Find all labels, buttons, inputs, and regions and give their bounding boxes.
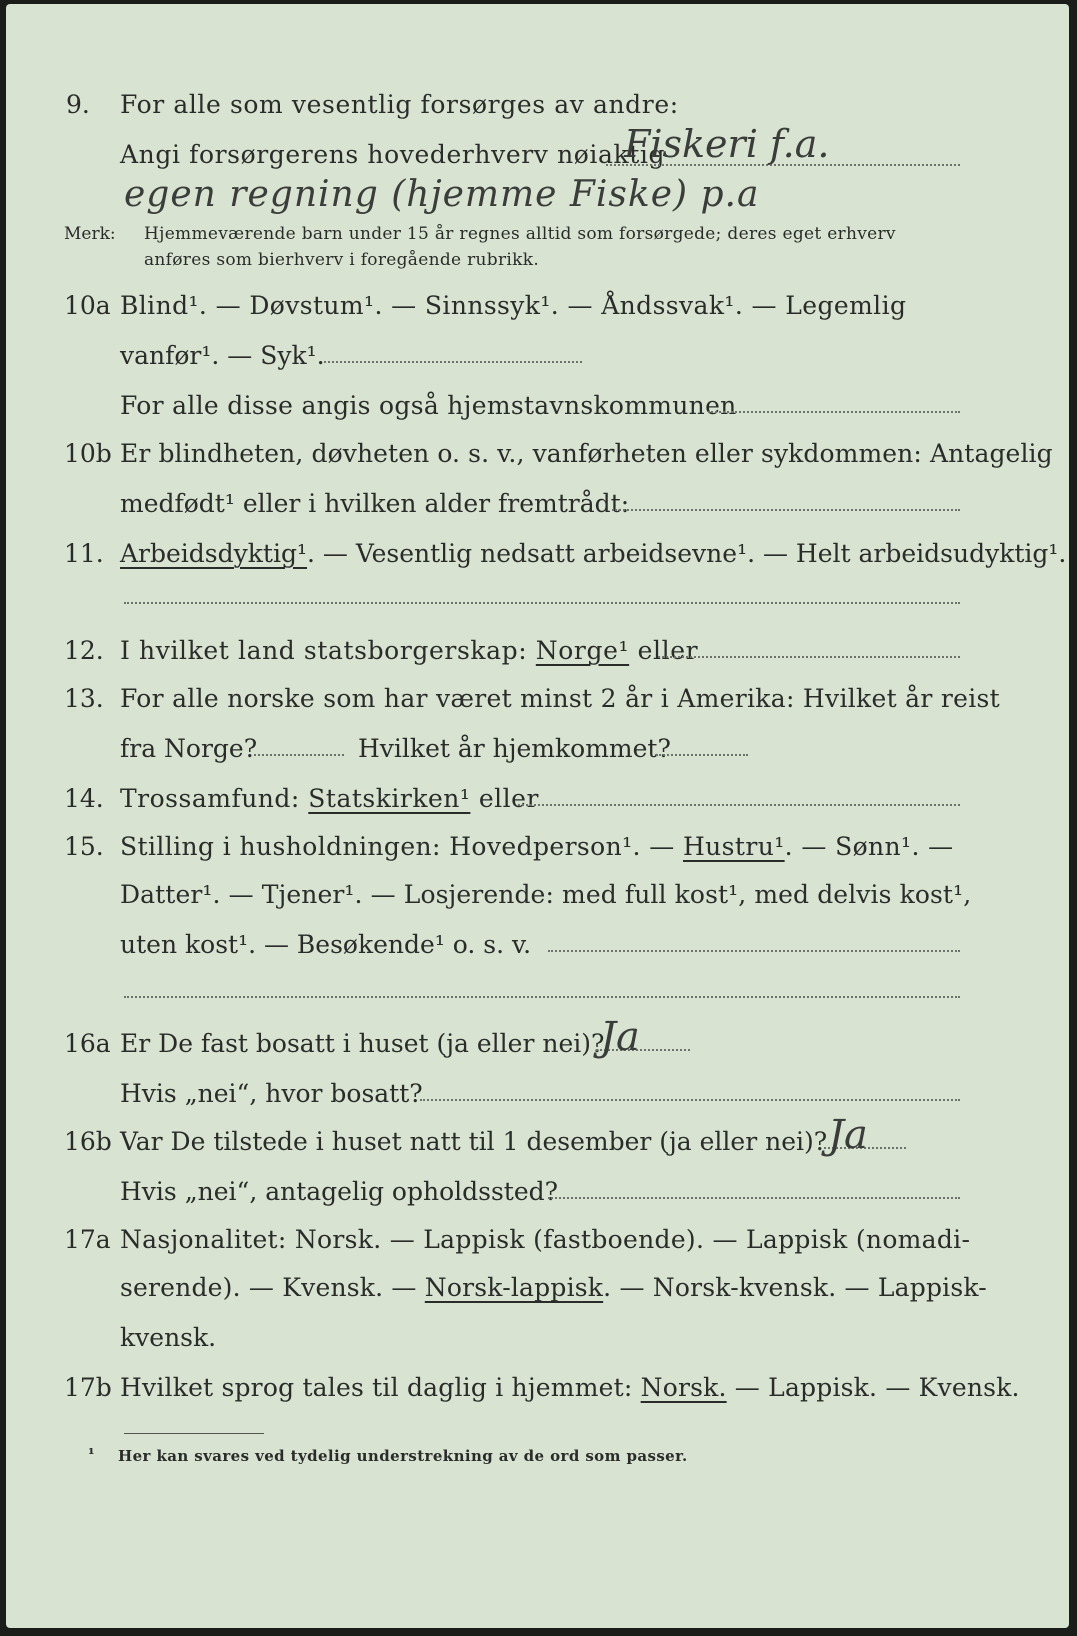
q14-answer-line xyxy=(518,804,960,806)
footnote-rule xyxy=(124,1433,264,1434)
q12-answer-line xyxy=(658,656,960,658)
q16a-number: 16a xyxy=(64,1029,111,1058)
q16a-line1: Er De fast bosatt i huset (ja eller nei)? xyxy=(120,1029,605,1058)
q16a-bosatt-line xyxy=(420,1099,960,1101)
q15-line1 xyxy=(120,832,954,862)
q14-line xyxy=(120,784,539,814)
q13-line2b: Hvilket år hjemkommet? xyxy=(358,734,671,763)
q12-line xyxy=(120,636,698,666)
q9-line2: Angi forsørgerens hovederhverv nøiaktig xyxy=(120,140,666,169)
q9-number: 9. xyxy=(66,90,90,119)
footnote-mark: ¹ xyxy=(88,1445,95,1463)
q14-selected-option: Statskirken¹ xyxy=(308,784,471,813)
q10a-line3-answer xyxy=(708,411,960,413)
q17b-line xyxy=(120,1373,1020,1403)
q15-line2: Datter¹. — Tjener¹. — Losjerende: med full kost¹, med delvis kost¹, xyxy=(120,880,972,909)
q13-line2a: fra Norge? xyxy=(120,734,258,763)
q17a-line2-end: . — Norsk-kvensk. — Lappisk- xyxy=(603,1273,987,1302)
q16b-answer: Ja xyxy=(828,1112,868,1158)
q9-handwriting-1: Fiskeri f.a. xyxy=(624,122,830,166)
q9-handwriting-2: egen regning (hjemme Fiske) p.a xyxy=(124,174,760,215)
q15-selected-option: Hustru¹ xyxy=(682,832,785,861)
q17b-selected-option: Norsk. xyxy=(640,1373,727,1402)
q14-number: 14. xyxy=(64,784,104,813)
q10a-number: 10a xyxy=(64,291,111,320)
q15-number: 15. xyxy=(64,832,104,861)
q9-line1: For alle som vesentlig forsørges av andre: xyxy=(120,90,679,119)
q10b-number: 10b xyxy=(64,439,112,468)
q16a-answer: Ja xyxy=(600,1014,640,1060)
q11-answer-line xyxy=(124,602,960,604)
q14-question: Trossamfund: xyxy=(120,784,300,813)
q17a-line3: kvensk. xyxy=(120,1323,217,1352)
q15-line1-end: . — Sønn¹. — xyxy=(784,832,954,861)
q15-line1-start: Stilling i husholdningen: Hovedperson¹. — xyxy=(120,832,675,861)
q13-number: 13. xyxy=(64,684,104,713)
q10b-line1: Er blindheten, døvheten o. s. v., vanførheten eller sykdommen: Antagelig xyxy=(120,439,1053,468)
q17a-line1: Nasjonalitet: Norsk. — Lappisk (fastboende). — Lappisk (nomadi- xyxy=(120,1225,971,1254)
q17b-number: 17b xyxy=(64,1373,112,1402)
q10a-line2: vanfør¹. — Syk¹. xyxy=(120,341,325,370)
q11-line xyxy=(120,539,1066,569)
q16a-line2: Hvis „nei“, hvor bosatt? xyxy=(120,1079,423,1108)
q11-number: 11. xyxy=(64,539,104,568)
q12-question: I hvilket land statsborgerskap: xyxy=(120,636,528,665)
q17a-selected-option: Norsk-lappisk xyxy=(424,1273,604,1302)
q15-line3: uten kost¹. — Besøkende¹ o. s. v. xyxy=(120,930,532,959)
q17b-rest: — Lappisk. — Kvensk. xyxy=(734,1373,1020,1402)
q17a-number: 17a xyxy=(64,1225,111,1254)
q15-extra-line xyxy=(124,996,960,998)
q12-eller: eller xyxy=(637,636,699,665)
q13-reist-answer xyxy=(254,754,344,756)
merk-label: Merk: xyxy=(64,224,116,244)
q13-line1: For alle norske som har været minst 2 år i Amerika: Hvilket år reist xyxy=(120,684,1001,713)
q10b-answer-line xyxy=(612,509,960,511)
q16b-line2: Hvis „nei“, antagelig opholdssted? xyxy=(120,1177,559,1206)
q16b-opphold-line xyxy=(548,1197,960,1199)
q10b-line2: medfødt¹ eller i hvilken alder fremtrådt: xyxy=(120,489,630,518)
q17a-line2-start: serende). — Kvensk. — xyxy=(120,1273,417,1302)
q12-selected-option: Norge¹ xyxy=(535,636,630,665)
q11-rest: . — Vesentlig nedsatt arbeidsevne¹. — Helt arbeidsudyktig¹. xyxy=(306,539,1067,568)
q10a-line3: For alle disse angis også hjemstavnskommunen xyxy=(120,391,737,420)
q13-hjem-answer xyxy=(656,754,748,756)
q17b-question: Hvilket sprog tales til daglig i hjemmet: xyxy=(120,1373,633,1402)
q10a-answer-line xyxy=(324,361,582,363)
merk-line1: Hjemmeværende barn under 15 år regnes alltid som forsørgede; deres eget erhverv xyxy=(144,224,896,244)
q12-number: 12. xyxy=(64,636,104,665)
q17a-line2 xyxy=(120,1273,987,1303)
q16b-line1: Var De tilstede i huset natt til 1 desember (ja eller nei)? xyxy=(120,1127,828,1156)
q11-selected-option: Arbeidsdyktig¹ xyxy=(120,539,307,568)
q16b-number: 16b xyxy=(64,1127,112,1156)
q10a-line1: Blind¹. — Døvstum¹. — Sinnssyk¹. — Åndssvak¹. — Legemlig xyxy=(120,291,907,320)
q14-eller: eller xyxy=(478,784,539,813)
census-form-page xyxy=(6,4,1069,1628)
merk-line2: anføres som bierhverv i foregående rubrikk. xyxy=(144,250,540,270)
q15-answer-line xyxy=(548,950,960,952)
footnote-text: Her kan svares ved tydelig understrekning av de ord som passer. xyxy=(118,1447,688,1465)
